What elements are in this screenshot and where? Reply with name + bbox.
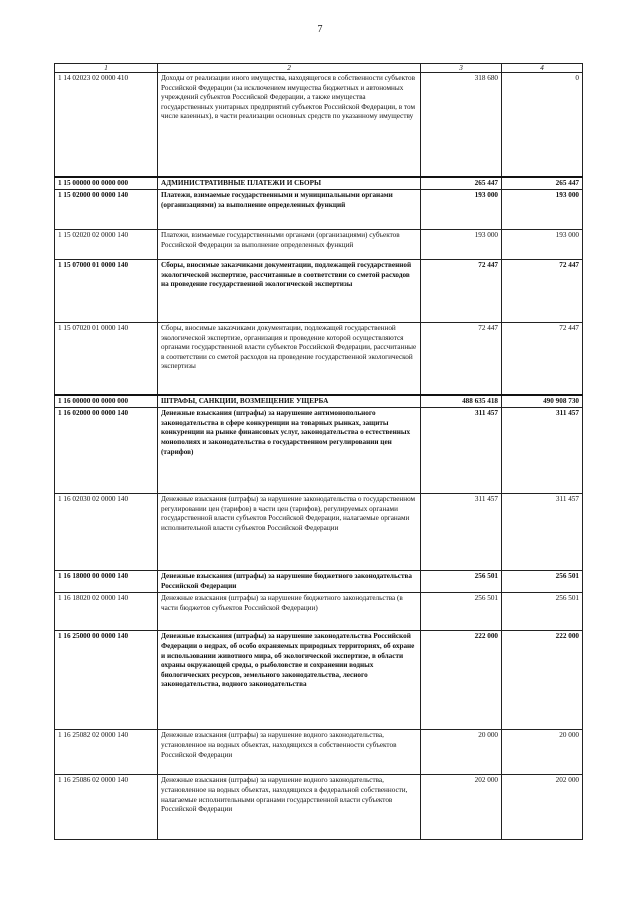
amount-col4-cell: 256 501 [502, 593, 583, 631]
revenue-name-cell: Денежные взыскания (штрафы) за нарушение водного законодательства, установленное на водных объектах, находящихся в собственности субъектов Российской Федерации [158, 730, 421, 775]
revenue-name-cell: Денежные взыскания (штрафы) за нарушение антимонопольного законодательства в сфере конкуренции на товарных рынках, защиты конкуренции на рынке финансовых услуг, законодательства о естественных монополиях и законодательства о государственном регулировании цен (тарифов) [158, 408, 421, 494]
budget-code-cell: 1 14 02023 02 0000 410 [55, 73, 158, 177]
revenue-name-cell: Платежи, взимаемые государственными органами (организациями) субъектов Российской Федерации за выполнение определенных функций [158, 230, 421, 260]
table-row [55, 730, 583, 775]
amount-col3-cell: 318 680 [421, 73, 502, 177]
revenue-name-cell: ШТРАФЫ, САНКЦИИ, ВОЗМЕЩЕНИЕ УЩЕРБА [158, 395, 421, 408]
budget-code-cell: 1 16 02030 02 0000 140 [55, 494, 158, 571]
amount-col3-cell: 256 501 [421, 571, 502, 593]
revenue-name-cell: Денежные взыскания (штрафы) за нарушение бюджетного законодательства Российской Федерации [158, 571, 421, 593]
amount-col3-cell: 256 501 [421, 593, 502, 631]
column-number: 4 [502, 64, 583, 73]
table-row [55, 494, 583, 571]
amount-col3-cell: 202 000 [421, 775, 502, 840]
table-row [55, 631, 583, 730]
table-row [55, 73, 583, 177]
revenue-name-cell: Сборы, вносимые заказчиками документации, подлежащей государственной экологической экспертизе, организация и проведение которой осуществляются органами государственной власти субъектов Российской Федерации, рассчитанные в соответствии со сметой расходов на проведение государственной экологической экспертизы [158, 323, 421, 395]
amount-col4-cell: 72 447 [502, 260, 583, 323]
table-row [55, 571, 583, 593]
budget-code-cell: 1 15 02000 00 0000 140 [55, 190, 158, 230]
amount-col4-cell: 265 447 [502, 177, 583, 190]
table-row [55, 177, 583, 190]
amount-col4-cell: 72 447 [502, 323, 583, 395]
page-number: 7 [317, 24, 323, 35]
budget-code-cell: 1 15 07020 01 0000 140 [55, 323, 158, 395]
amount-col3-cell: 193 000 [421, 230, 502, 260]
column-number: 3 [421, 64, 502, 73]
amount-col4-cell: 222 000 [502, 631, 583, 730]
table-row [55, 260, 583, 323]
amount-col3-cell: 265 447 [421, 177, 502, 190]
amount-col3-cell: 20 000 [421, 730, 502, 775]
amount-col4-cell: 490 908 730 [502, 395, 583, 408]
table-row [55, 190, 583, 230]
amount-col3-cell: 193 000 [421, 190, 502, 230]
amount-col3-cell: 72 447 [421, 323, 502, 395]
budget-code-cell: 1 16 00000 00 0000 000 [55, 395, 158, 408]
column-number: 1 [55, 64, 158, 73]
budget-code-cell: 1 16 18000 00 0000 140 [55, 571, 158, 593]
budget-code-cell: 1 16 25000 00 0000 140 [55, 631, 158, 730]
revenue-table [54, 63, 583, 840]
amount-col4-cell: 193 000 [502, 230, 583, 260]
amount-col3-cell: 311 457 [421, 408, 502, 494]
budget-code-cell: 1 16 25086 02 0000 140 [55, 775, 158, 840]
budget-code-cell: 1 15 00000 00 0000 000 [55, 177, 158, 190]
table-row [55, 323, 583, 395]
amount-col4-cell: 256 501 [502, 571, 583, 593]
amount-col4-cell: 193 000 [502, 190, 583, 230]
revenue-name-cell: АДМИНИСТРАТИВНЫЕ ПЛАТЕЖИ И СБОРЫ [158, 177, 421, 190]
revenue-name-cell: Доходы от реализации иного имущества, находящегося в собственности субъектов Российской Федерации (за исключением имущества бюджетных и автономных учреждений субъектов Российской Федерации, а также имущества государственных унитарных предприятий субъектов Российской Федерации, в том числе казенных), в части реализации основных средств по указанному имуществу [158, 73, 421, 177]
revenue-name-cell: Денежные взыскания (штрафы) за нарушение водного законодательства, установленное на водных объектах, находящихся в федеральной собственности, налагаемые исполнительными органами государственной власти субъектов Российской Федерации [158, 775, 421, 840]
budget-code-cell: 1 16 25082 02 0000 140 [55, 730, 158, 775]
amount-col3-cell: 311 457 [421, 494, 502, 571]
column-number-row [55, 64, 583, 73]
budget-code-cell: 1 16 18020 02 0000 140 [55, 593, 158, 631]
column-number: 2 [158, 64, 421, 73]
amount-col3-cell: 72 447 [421, 260, 502, 323]
amount-col4-cell: 202 000 [502, 775, 583, 840]
amount-col4-cell: 20 000 [502, 730, 583, 775]
table-row [55, 593, 583, 631]
revenue-name-cell: Сборы, вносимые заказчиками документации, подлежащей государственной экологической экспертизе, рассчитанные в соответствии со сметой расходов на проведение государственной экологической экспертизы [158, 260, 421, 323]
revenue-name-cell: Платежи, взимаемые государственными и муниципальными органами (организациями) за выполнение определенных функций [158, 190, 421, 230]
budget-code-cell: 1 16 02000 00 0000 140 [55, 408, 158, 494]
table-row [55, 395, 583, 408]
amount-col3-cell: 222 000 [421, 631, 502, 730]
table-row [55, 775, 583, 840]
table-row [55, 408, 583, 494]
table-row [55, 230, 583, 260]
table-body [55, 73, 583, 840]
budget-code-cell: 1 15 02020 02 0000 140 [55, 230, 158, 260]
revenue-name-cell: Денежные взыскания (штрафы) за нарушение законодательства Российской Федерации о недрах, об особо охраняемых природных территориях, об охране и использовании животного мира, об экологической экспертизе, в области охраны окружающей среды, о рыболовстве и сохранении водных биологических ресурсов, земельного законодательства, лесного законодательства, водного законодательства [158, 631, 421, 730]
revenue-name-cell: Денежные взыскания (штрафы) за нарушение законодательства о государственном регулировании цен (тарифов) в части цен (тарифов), регулируемых органами государственной власти субъектов Российской Федерации, налагаемые органами исполнительной власти субъектов Российской Федерации [158, 494, 421, 571]
budget-code-cell: 1 15 07000 01 0000 140 [55, 260, 158, 323]
amount-col4-cell: 0 [502, 73, 583, 177]
amount-col4-cell: 311 457 [502, 408, 583, 494]
revenue-name-cell: Денежные взыскания (штрафы) за нарушение бюджетного законодательства (в части бюджетов субъектов Российской Федерации) [158, 593, 421, 631]
amount-col4-cell: 311 457 [502, 494, 583, 571]
amount-col3-cell: 488 635 418 [421, 395, 502, 408]
